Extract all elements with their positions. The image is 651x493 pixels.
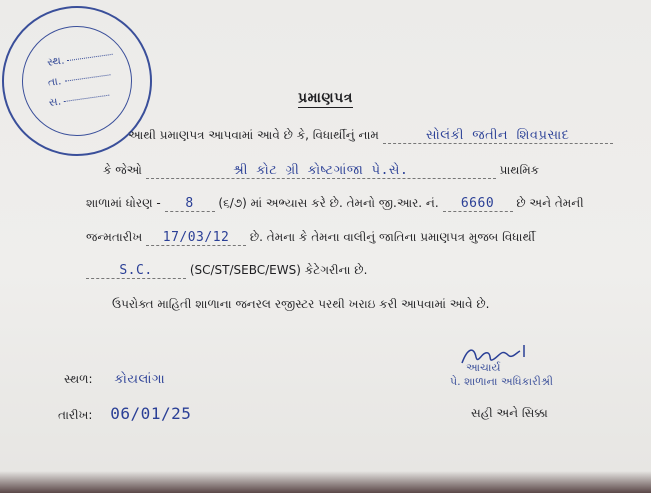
- school-name: શ્રી કોટ ગ્રી કોષ્ટગાંજા પે.સે.: [146, 163, 496, 179]
- place-row: [64, 372, 165, 387]
- seal-line-1: સ્થ.: [46, 47, 114, 70]
- para-line-3: [86, 196, 584, 212]
- signature-label: સહી અને સિક્કા: [471, 406, 548, 420]
- line2-suffix: પ્રાથમિક: [499, 163, 540, 177]
- seal-line-3: સ.: [48, 88, 111, 110]
- line3-middle: (૬/૭) માં અભ્યાસ કરે છે. તેમનો જી.આર. નં.: [218, 196, 439, 210]
- principal-stamp-title: આચાર્ય: [466, 361, 501, 374]
- para-line-4: [86, 230, 535, 246]
- line3-prefix: શાળામાં ધોરણ -: [86, 196, 161, 210]
- para-line-5: [86, 263, 367, 279]
- place-label: સ્થળ:: [64, 372, 93, 386]
- student-name: સોલંકી જતીન શિવપ્રસાદ: [383, 128, 613, 144]
- line4-prefix: જન્મતારીખ: [86, 230, 143, 244]
- principal-stamp-text: પે. શાળાના અધિકારીશ્રી: [450, 375, 554, 388]
- date-label: તારીખ:: [58, 408, 93, 422]
- place-value: કોયલાંગા: [114, 372, 166, 387]
- para-line-2: [103, 163, 539, 179]
- standard-value: 8: [165, 196, 215, 212]
- line1-text: આથી પ્રમાણપત્ર આપવામાં આવે છે કે, વિધાર્થીનું નામ: [128, 128, 379, 142]
- date-row: [58, 404, 191, 423]
- seal-line-2: તા.: [47, 67, 111, 90]
- caste-category: S.C.: [86, 263, 186, 279]
- line3-suffix: છે અને તેમની: [516, 196, 584, 210]
- line4-suffix: છે. તેમના કે તેમના વાલીનું જાતિના પ્રમાણપત્ર મુજબ વિધાર્થી: [249, 230, 536, 244]
- date-value: 06/01/25: [110, 404, 192, 423]
- gr-number: 6660: [443, 196, 513, 212]
- line2-prefix: કે જેઓ: [103, 163, 142, 177]
- date-of-birth: 17/03/12: [146, 230, 246, 246]
- certificate-title: પ્રમાણપત્ર: [298, 90, 353, 106]
- para-line-6: ઉપરોક્ત માહિતી શાળાના જનરલ રજીસ્ટર પરથી ખરાઇ કરી આપવામાં આવે છે.: [112, 297, 490, 311]
- para-line-1: [128, 128, 613, 144]
- line5-suffix: (SC/ST/SEBC/EWS) કેટેગરીના છે.: [189, 263, 368, 277]
- page-shadow: [0, 471, 651, 493]
